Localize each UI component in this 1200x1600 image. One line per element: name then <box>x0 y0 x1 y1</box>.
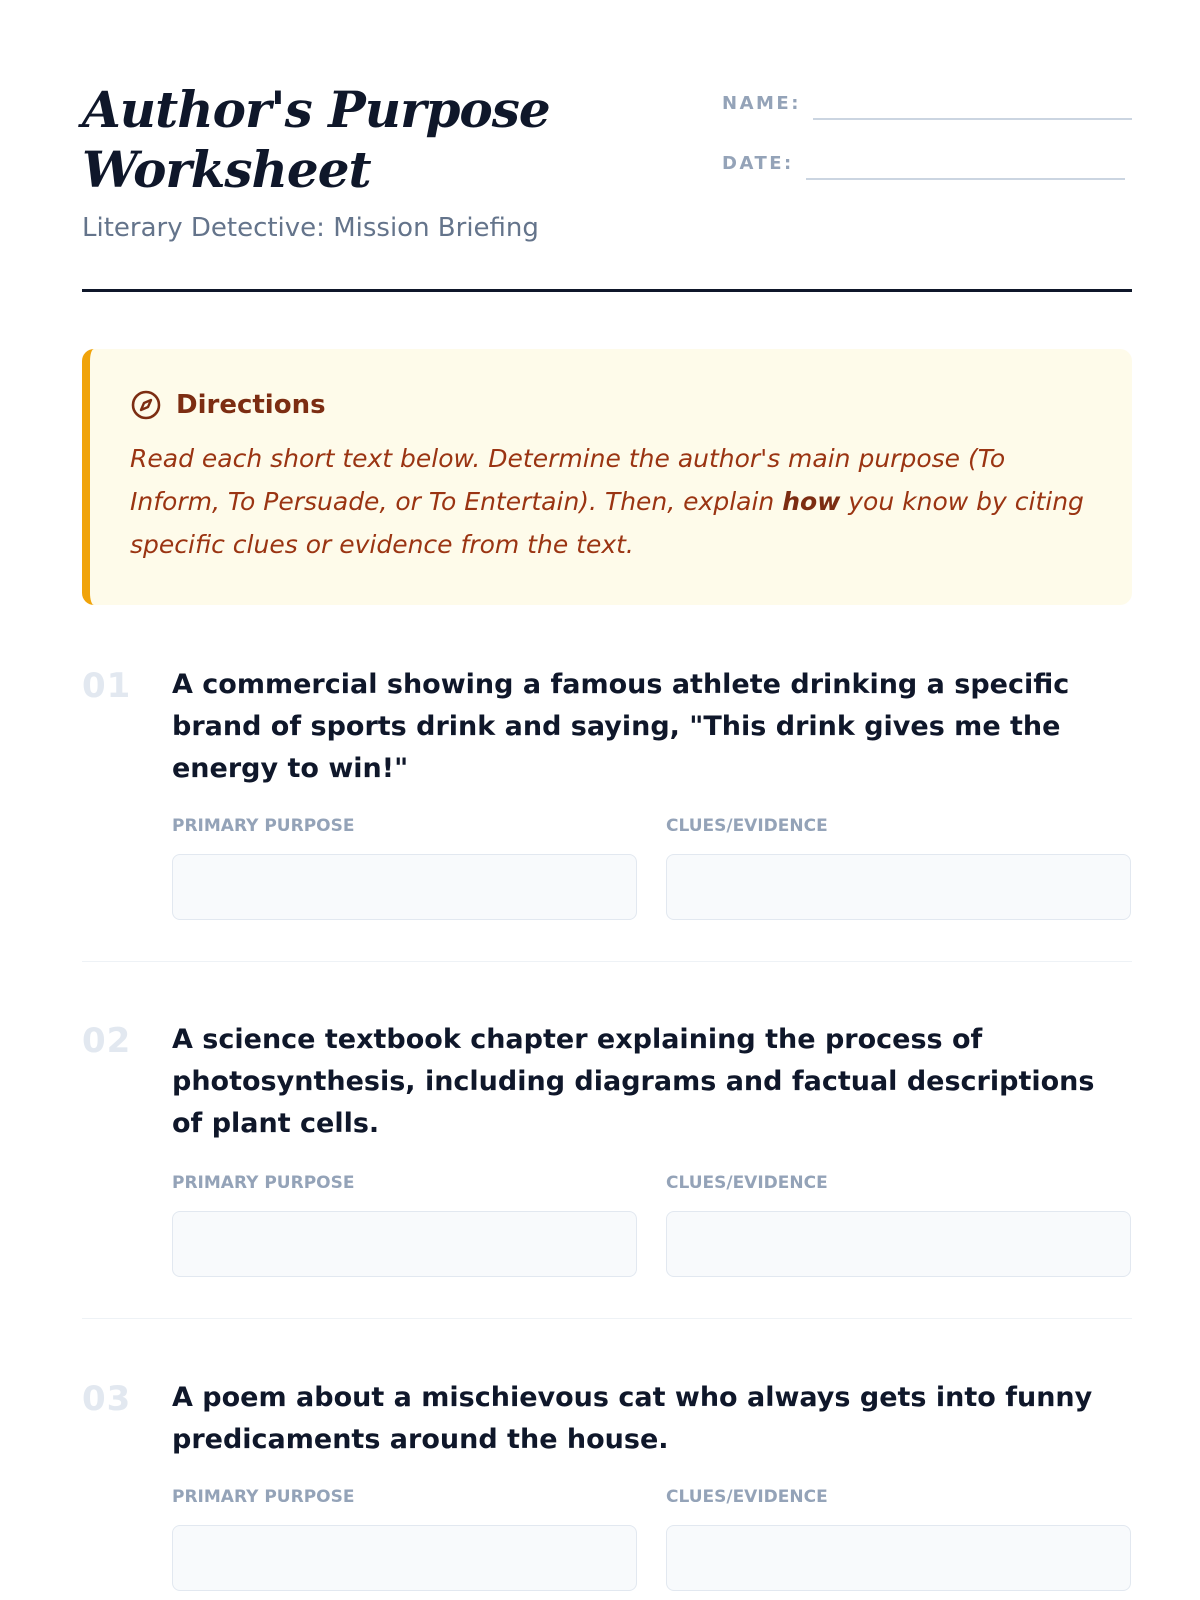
clues-evidence-label: CLUES/EVIDENCE <box>666 816 828 836</box>
item-divider <box>82 1318 1132 1319</box>
primary-purpose-label: PRIMARY PURPOSE <box>172 1173 355 1193</box>
directions-text-end: you know by citing specific clues or evidence from the text. <box>130 487 1084 559</box>
directions-text-start: Read each short text below. Determine the author's main purpose (To Inform, To Persuade, or To Entertain). Then, explain <box>130 444 1006 516</box>
page-title: Author's Purpose Worksheet <box>82 80 550 199</box>
question-text: A poem about a mischievous cat who always gets into funny predicaments around the house. <box>172 1382 1093 1455</box>
question-text: A science textbook chapter explaining the process of photosynthesis, including diagrams and factual descriptions of plant cells. <box>172 1024 1095 1139</box>
item-divider <box>82 961 1132 962</box>
date-field[interactable] <box>722 148 1132 182</box>
question-number: 01 <box>82 666 132 706</box>
compass-icon <box>130 389 162 421</box>
worksheet-header <box>82 0 1132 292</box>
name-label: NAME: <box>722 93 801 114</box>
date-line[interactable] <box>806 178 1125 180</box>
directions-heading <box>130 389 326 421</box>
clues-evidence-label: CLUES/EVIDENCE <box>666 1487 828 1507</box>
question-number: 02 <box>82 1021 132 1061</box>
question-number: 03 <box>82 1379 132 1419</box>
clues-evidence-input[interactable] <box>666 854 1131 920</box>
question-text: A commercial showing a famous athlete drinking a specific brand of sports drink and saying, "This drink gives me the energy to win!" <box>172 669 1070 784</box>
clues-evidence-label: CLUES/EVIDENCE <box>666 1173 828 1193</box>
primary-purpose-label: PRIMARY PURPOSE <box>172 816 355 836</box>
clues-evidence-input[interactable] <box>666 1211 1131 1277</box>
directions-text <box>130 437 1090 566</box>
page-subtitle: Literary Detective: Mission Briefing <box>82 213 539 243</box>
directions-callout <box>82 349 1132 605</box>
directions-title: Directions <box>176 390 326 420</box>
worksheet-page <box>82 0 1132 1507</box>
clues-evidence-input[interactable] <box>666 1525 1131 1591</box>
date-label: DATE: <box>722 153 794 174</box>
primary-purpose-input[interactable] <box>172 854 637 920</box>
primary-purpose-input[interactable] <box>172 1211 637 1277</box>
primary-purpose-input[interactable] <box>172 1525 637 1591</box>
name-field[interactable] <box>722 88 1132 122</box>
primary-purpose-label: PRIMARY PURPOSE <box>172 1487 355 1507</box>
name-line[interactable] <box>813 118 1132 120</box>
directions-text-emphasis: how <box>782 487 841 516</box>
